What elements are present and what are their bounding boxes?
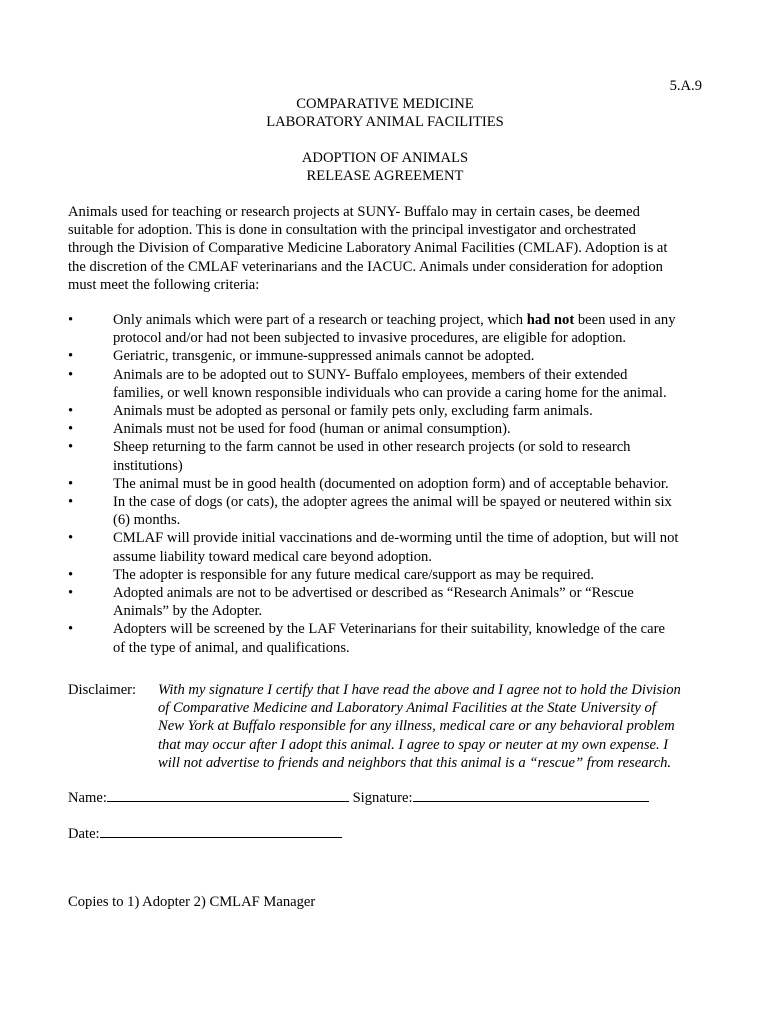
subtitle-line: RELEASE AGREEMENT <box>306 168 464 185</box>
name-signature-row <box>68 787 649 807</box>
title-line: LABORATORY ANIMAL FACILITIES <box>266 114 504 131</box>
copies-note: Copies to 1) Adopter 2) CMLAF Manager <box>68 894 316 910</box>
intro-line: through the Division of Comparative Medicine Laboratory Animal Facilities (CMLAF). Adoption is at <box>68 240 668 257</box>
subtitle-line: ADOPTION OF ANIMALS <box>301 150 469 166</box>
list-item <box>68 566 708 584</box>
intro-line: must meet the following criteria: <box>68 276 260 293</box>
bullet-icon: • <box>68 421 74 438</box>
bullet-icon: • <box>68 439 74 456</box>
document-number: 5.A.9 <box>669 78 702 94</box>
date-field[interactable] <box>100 823 342 838</box>
list-item <box>68 584 708 620</box>
intro-paragraph <box>68 203 708 294</box>
criteria-list <box>68 311 708 657</box>
signature-label: Signature: <box>352 790 413 806</box>
disclaimer-line: New York at Buffalo responsible for any illness, medical care or any behavioral problem <box>158 718 675 735</box>
name-field[interactable] <box>107 787 349 802</box>
criteria-emphasis: had not <box>526 312 575 328</box>
criteria-line: Animals must not be used for food (human or animal consumption). <box>113 421 511 438</box>
criteria-line: Animals are to be adopted out to SUNY- Buffalo employees, members of their extended <box>113 366 628 383</box>
criteria-line: of the type of animal, and qualifications. <box>113 639 350 656</box>
criteria-line: Adopters will be screened by the LAF Veterinarians for their suitability, knowledge of the care <box>113 621 665 638</box>
bullet-icon: • <box>68 566 74 583</box>
document-title <box>0 95 770 131</box>
list-item <box>68 620 708 656</box>
criteria-line: Animals” by the Adopter. <box>113 603 263 620</box>
criteria-line: (6) months. <box>113 512 181 529</box>
criteria-line: protocol and/or had not been subjected to invasive procedures, are eligible for adoption. <box>113 330 627 347</box>
criteria-line: Sheep returning to the farm cannot be used in other research projects (or sold to research <box>113 439 631 456</box>
intro-line: Animals used for teaching or research projects at SUNY- Buffalo may in certain cases, be deemed <box>68 204 640 220</box>
list-item <box>68 402 708 420</box>
list-item <box>68 475 708 493</box>
criteria-line: Animals must be adopted as personal or family pets only, excluding farm animals. <box>113 403 593 420</box>
list-item <box>68 366 708 402</box>
list-item <box>68 438 708 474</box>
disclaimer-line: will not advertise to friends and neighbors that this animal is a “rescue” from research. <box>158 754 672 771</box>
list-item <box>68 311 708 347</box>
title-line: COMPARATIVE MEDICINE <box>296 96 474 112</box>
criteria-text: Only animals which were part of a research or teaching project, which <box>113 312 527 328</box>
disclaimer-line: that may occur after I adopt this animal. I agree to spay or neuter at my own expense. I <box>158 736 669 753</box>
date-row <box>68 823 342 843</box>
criteria-line: families, or well known responsible individuals who can provide a caring home for the animal. <box>113 384 667 401</box>
disclaimer-text <box>158 681 708 772</box>
name-label: Name: <box>68 790 107 806</box>
date-label: Date: <box>68 826 100 842</box>
criteria-line: The adopter is responsible for any future medical care/support as may be required. <box>113 566 595 583</box>
criteria-line: assume liability toward medical care beyond adoption. <box>113 548 432 565</box>
intro-line: suitable for adoption. This is done in consultation with the principal investigator and orchestrated <box>68 222 636 239</box>
bullet-icon: • <box>68 585 74 602</box>
bullet-icon: • <box>68 348 74 365</box>
intro-line: the discretion of the CMLAF veterinarians and the IACUC. Animals under consideration for adoption <box>68 258 663 275</box>
disclaimer-line: of Comparative Medicine and Laboratory Animal Facilities at the State University of <box>158 700 656 717</box>
bullet-icon: • <box>68 312 74 328</box>
criteria-line: In the case of dogs (or cats), the adopter agrees the animal will be spayed or neutered within six <box>113 494 672 511</box>
signature-field[interactable] <box>413 787 649 802</box>
criteria-line: CMLAF will provide initial vaccinations and de-worming until the time of adoption, but will not <box>113 530 679 547</box>
list-item <box>68 493 708 529</box>
criteria-line: Adopted animals are not to be advertised or described as “Research Animals” or “Rescue <box>113 585 634 602</box>
criteria-line: Geriatric, transgenic, or immune-suppressed animals cannot be adopted. <box>113 348 535 365</box>
disclaimer-block <box>68 681 708 772</box>
bullet-icon: • <box>68 475 74 492</box>
criteria-line: The animal must be in good health (documented on adoption form) and of acceptable behavior. <box>113 475 669 492</box>
bullet-icon: • <box>68 621 74 638</box>
list-item <box>68 420 708 438</box>
criteria-text: been used in any <box>574 312 676 328</box>
criteria-line: institutions) <box>113 457 183 474</box>
bullet-icon: • <box>68 366 74 383</box>
criteria-line <box>113 311 708 329</box>
bullet-icon: • <box>68 403 74 420</box>
disclaimer-label: Disclaimer: <box>68 682 137 698</box>
list-item <box>68 529 708 565</box>
document-subtitle <box>0 149 770 185</box>
list-item <box>68 347 708 365</box>
bullet-icon: • <box>68 530 74 547</box>
disclaimer-line: With my signature I certify that I have read the above and I agree not to hold the Division <box>158 682 681 698</box>
bullet-icon: • <box>68 494 74 511</box>
